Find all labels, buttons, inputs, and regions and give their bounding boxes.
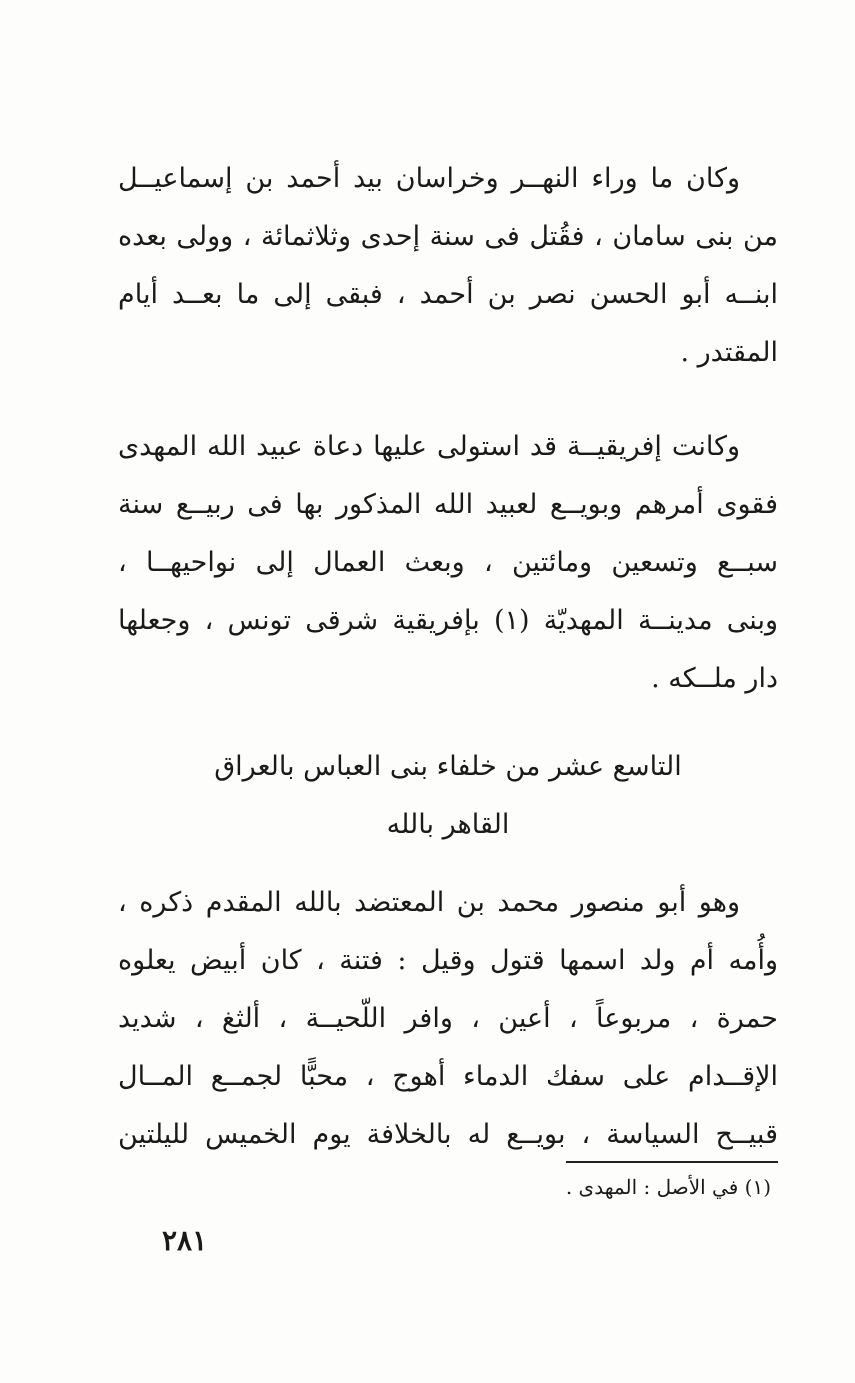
text-line: ابنــه أبو الحسن نصر بن أحمد ، فبقى إلى ما بعــد أيام: [118, 279, 778, 310]
text-line: قبيــح السياسة ، بويــع له بالخلافة يوم الخميس لليلتين: [118, 1119, 778, 1150]
page-body: [118, 150, 778, 1164]
text-line: حمرة ، مربوعاً ، أعين ، وافر اللّحيــة ، ألثغ ، شديد: [118, 1003, 778, 1034]
text-line: فقوى أمرهم وبويــع لعبيد الله المذكور بها فى ربيــع سنة: [118, 489, 778, 520]
page-number: ٢٨١: [162, 1224, 208, 1257]
paragraph-3: [118, 874, 778, 1164]
footnote: (١) في الأصل : المهدى .: [565, 1175, 771, 1199]
text-line: سبــع وتسعين ومائتين ، وبعث العمال إلى نواحيهــا ،: [118, 547, 778, 578]
text-line: وكانت إفريقيــة قد استولى عليها دعاة عبيد الله المهدى: [118, 431, 740, 462]
text-line: من بنى سامان ، فقُتل فى سنة إحدى وثلاثمائة ، وولى بعده: [118, 221, 778, 252]
text-line: المقتدر .: [680, 337, 778, 368]
section-subheading: القاهر بالله: [386, 809, 510, 840]
section-heading: التاسع عشر من خلفاء بنى العباس بالعراق: [214, 751, 682, 782]
paragraph-2: [118, 418, 778, 708]
text-line: وأُمه أم ولد اسمها قتول وقيل : فتنة ، كان أبيض يعلوه: [118, 945, 778, 976]
text-line: الإقــدام على سفك الدماء أهوج ، محبًّا لجمــع المــال: [118, 1061, 778, 1092]
text-line: وهو أبو منصور محمد بن المعتضد بالله المقدم ذكره ،: [118, 887, 740, 918]
text-line: وبنى مدينــة المهديّة (١) بإفريقية شرقى تونس ، وجعلها: [118, 605, 778, 636]
paragraph-1: [118, 150, 778, 382]
text-line: دار ملــكه .: [651, 663, 778, 694]
text-line: وكان ما وراء النهــر وخراسان بيد أحمد بن إسماعيــل: [118, 163, 740, 194]
footnote-divider: [566, 1161, 778, 1163]
